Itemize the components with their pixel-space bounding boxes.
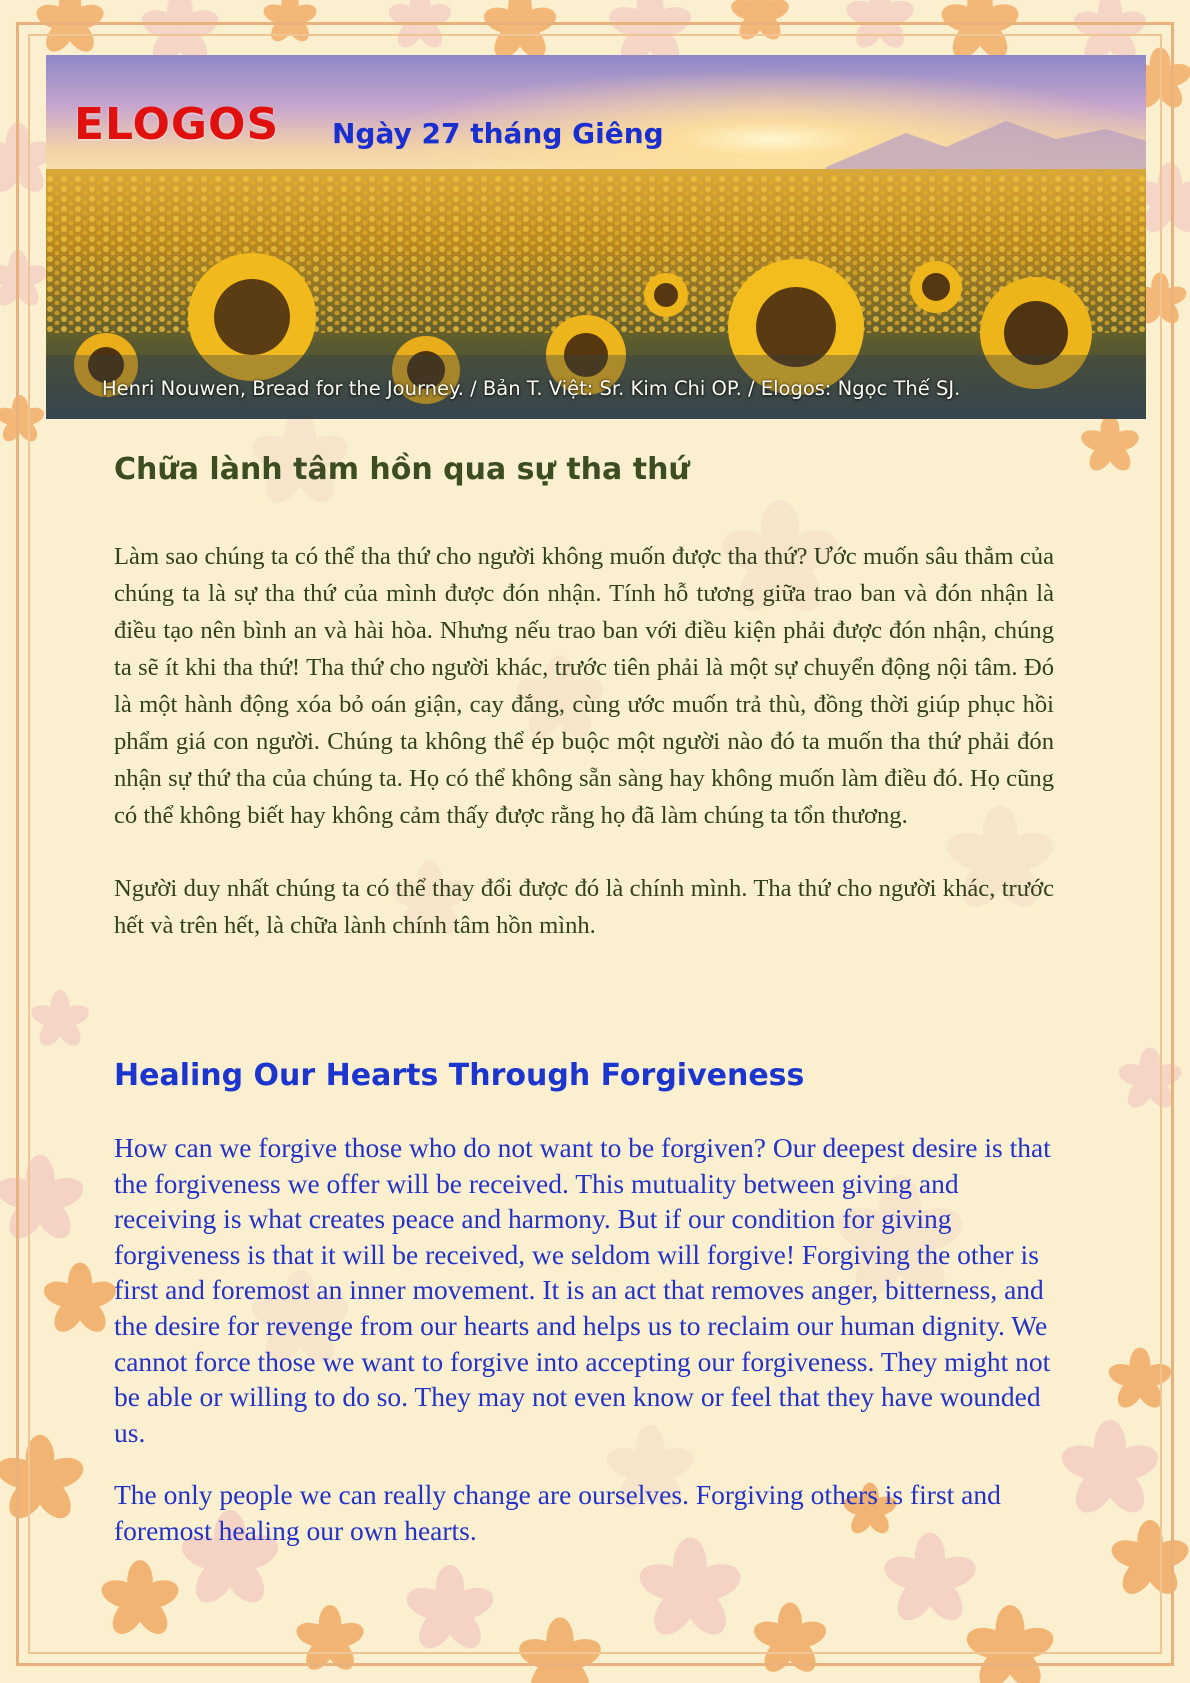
credit-line: Henri Nouwen, Bread for the Journey. / Bản T. Việt: Sr. Kim Chi OP. / Elogos: Ngọc Thế SJ. xyxy=(102,377,961,400)
english-title: Healing Our Hearts Through Forgiveness xyxy=(114,1058,805,1093)
english-paragraph: The only people we can really change are ourselves. Forgiving others is first and foremost healing our own hearts. xyxy=(114,1479,1001,1546)
english-body xyxy=(114,1130,1054,1576)
english-paragraph: How can we forgive those who do not want to be forgiven? Our deepest desire is that the forgiveness we offer will be received. This mutuality between giving and receiving is what creates peace and harmony. But if our condition for giving forgiveness is that it will be received, we seldom will forgive! Forgiving the other is first and foremost an inner movement. It is an act that removes anger, bitterness, and the desire for revenge from our hearts and helps us to reclaim our human dignity. We cannot force those we want to forgive into accepting our forgiveness. They might not be able or willing to do so. They may not even know or feel that they have wounded us. xyxy=(114,1132,1051,1448)
vietnamese-body xyxy=(114,538,1054,980)
header-banner xyxy=(46,55,1146,419)
brand-logo: ELOGOS xyxy=(74,99,280,150)
vietnamese-paragraph: Làm sao chúng ta có thể tha thứ cho người không muốn được tha thứ? Ước muốn sâu thẳm của chúng ta là sự tha thứ của mình được đón nhận. Tính hỗ tương giữa trao ban và đón nhận là điều tạo nên bình an và hài hòa. Nhưng nếu trao ban với điều kiện phải được đón nhận, chúng ta sẽ ít khi tha thứ! Tha thứ cho người khác, trước tiên phải là một sự chuyển động nội tâm. Đó là một hành động xóa bỏ oán giận, cay đắng, cùng ước muốn trả thù, đồng thời giúp phục hồi phẩm giá con người. Chúng ta không thể ép buộc một người nào đó ta muốn tha thứ phải đón nhận sự thứ tha của chúng ta. Họ có thể không sẵn sàng hay không muốn làm điều đó. Họ cũng có thể không biết hay không cảm thấy được rằng họ đã làm chúng ta tổn thương. xyxy=(114,543,1054,829)
date-label: Ngày 27 tháng Giêng xyxy=(332,117,664,150)
vietnamese-title: Chữa lành tâm hồn qua sự tha thứ xyxy=(114,452,690,487)
vietnamese-paragraph: Người duy nhất chúng ta có thể thay đổi được đó là chính mình. Tha thứ cho người khác, trước hết và trên hết, là chữa lành chính tâm hồn mình. xyxy=(114,875,1054,939)
